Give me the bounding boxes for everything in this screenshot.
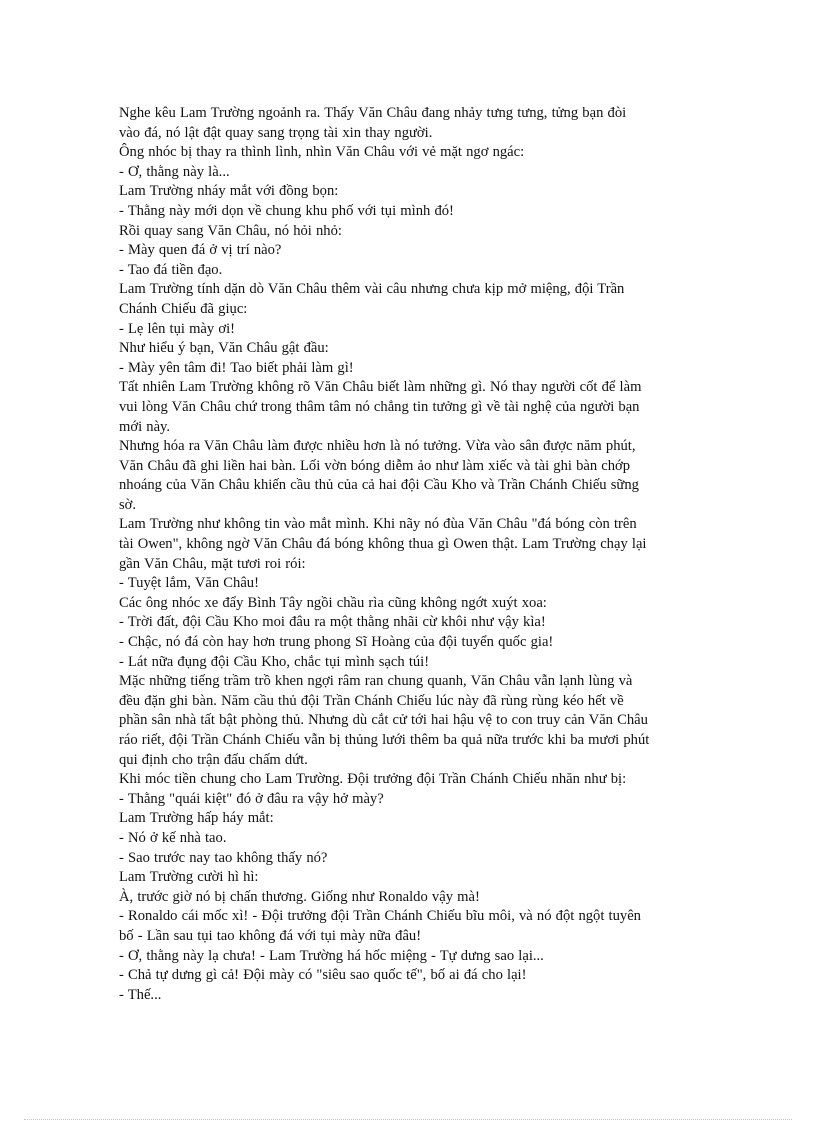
text-line: - Thằng này mới dọn về chung khu phố với tụi mình đó!	[119, 202, 454, 219]
text-line: Tất nhiên Lam Trường không rõ Văn Châu biết làm những gì. Nó thay người cốt để làm	[119, 379, 642, 396]
text-line: - Sao trước nay tao không thấy nó?	[119, 849, 328, 866]
text-line: - Ơ, thằng này là...	[119, 163, 230, 180]
text-line: đều đặn ghi bàn. Năm cầu thủ đội Trần Chánh Chiếu lúc này đã rùng rùng kéo hết về	[119, 692, 624, 709]
text-line: - Thằng "quái kiệt" đó ở đâu ra vậy hở mày?	[119, 790, 384, 807]
text-line: vào đá, nó lật đật quay sang trọng tài xin thay người.	[119, 124, 433, 141]
text-line: - Lát nữa đụng đội Cầu Kho, chắc tụi mình sạch túi!	[119, 653, 430, 670]
text-line: - Chả tự dưng gì cả! Đội mày có "siêu sao quốc tế", bố ai đá cho lại!	[119, 967, 527, 984]
text-line: gần Văn Châu, mặt tươi roi rói:	[119, 555, 306, 572]
text-line: - Trời đất, đội Cầu Kho moi đâu ra một thằng nhãi cừ khôi như vậy kìa!	[119, 614, 546, 631]
text-line: Lam Trường nháy mắt với đồng bọn:	[119, 183, 339, 200]
text-line: sờ.	[119, 496, 137, 513]
text-line: Lam Trường tính dặn dò Văn Châu thêm vài câu nhưng chưa kịp mở miệng, đội Trần	[119, 281, 625, 298]
text-line: phần sân nhà tất bật phòng thủ. Nhưng dù cắt cử tới hai hậu vệ to con truy cản Văn Châu	[119, 712, 648, 729]
text-line: - Thế...	[119, 986, 162, 1003]
text-line: Nhưng hóa ra Văn Châu làm được nhiều hơn là nó tưởng. Vừa vào sân được năm phút,	[119, 438, 636, 455]
text-line: Chánh Chiếu đã giục:	[119, 300, 248, 317]
text-line: Các ông nhóc xe đẩy Bình Tây ngồi chầu rìa cũng không ngớt xuýt xoa:	[119, 594, 547, 611]
text-line: Lam Trường cười hì hì:	[119, 869, 259, 886]
page-bottom-dotted-line	[24, 1119, 792, 1120]
text-line: nhoáng của Văn Châu khiến cầu thủ của cả hai đội Cầu Kho và Trần Chánh Chiếu sững	[119, 477, 639, 494]
text-line: Văn Châu đã ghi liền hai bàn. Lối vờn bóng diễm ảo như làm xiếc và tài ghi bàn chớp	[119, 457, 631, 474]
text-line: Ông nhóc bị thay ra thình lình, nhìn Văn Châu với vẻ mặt ngơ ngác:	[119, 144, 525, 161]
text-line: - Chậc, nó đá còn hay hơn trung phong Sĩ Hoàng của đội tuyển quốc gia!	[119, 634, 554, 651]
text-line: À, trước giờ nó bị chấn thương. Giống như Ronaldo vậy mà!	[119, 888, 480, 905]
text-line: - Tao đá tiền đạo.	[119, 261, 223, 278]
text-line: mới này.	[119, 418, 171, 435]
text-line: Nghe kêu Lam Trường ngoảnh ra. Thấy Văn Châu đang nhảy tưng tưng, tửng bạn đòi	[119, 105, 627, 121]
text-line: - Mày quen đá ở vị trí nào?	[119, 242, 282, 259]
text-line: - Tuyệt lắm, Văn Châu!	[119, 575, 259, 592]
text-line: Mặc những tiếng trầm trồ khen ngợi râm ran chung quanh, Văn Châu vẫn lạnh lùng và	[119, 673, 633, 690]
text-line: Như hiểu ý bạn, Văn Châu gật đầu:	[119, 340, 329, 357]
text-line: - Nó ở kế nhà tao.	[119, 829, 227, 846]
text-line: bố - Lần sau tụi tao không đá với tụi mày nữa đâu!	[119, 927, 422, 944]
text-line: vui lòng Văn Châu chứ trong thâm tâm nó chẳng tin tưởng gì về tài nghệ của người bạn	[119, 398, 640, 415]
text-line: - Mày yên tâm đi! Tao biết phải làm gì!	[119, 359, 354, 376]
body-text	[119, 104, 699, 1005]
text-line: - Ơ, thằng này lạ chưa! - Lam Trường há hốc miệng - Tự dưng sao lại...	[119, 947, 544, 964]
text-line: Lam Trường hấp háy mắt:	[119, 810, 274, 827]
text-line: Khi móc tiền chung cho Lam Trường. Đội trưởng đội Trần Chánh Chiếu nhăn như bị:	[119, 771, 627, 788]
text-line: qui định cho trận đấu chấm dứt.	[119, 751, 308, 768]
text-line: Rồi quay sang Văn Châu, nó hỏi nhỏ:	[119, 222, 342, 239]
text-line: Lam Trường như không tin vào mắt mình. Khi nãy nó đùa Văn Châu "đá bóng còn trên	[119, 516, 637, 533]
text-line: tài Owen", không ngờ Văn Châu đá bóng không thua gì Owen thật. Lam Trường chạy lại	[119, 536, 647, 553]
text-line: - Ronaldo cái mốc xì! - Đội trưởng đội Trần Chánh Chiếu bĩu môi, và nó đột ngột tuyên	[119, 908, 641, 925]
text-line: ráo riết, đội Trần Chánh Chiếu vẫn bị thủng lưới thêm ba quả nữa trước khi ba mươi phút	[119, 732, 650, 748]
text-line: - Lẹ lên tụi mày ơi!	[119, 320, 235, 337]
